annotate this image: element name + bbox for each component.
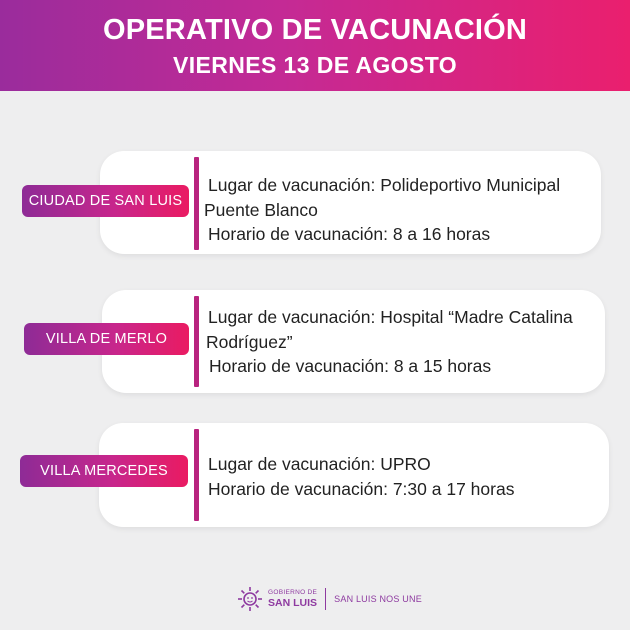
logo-wordmark: [268, 590, 317, 608]
logo-small-text: GOBIERNO DE: [268, 589, 318, 596]
place-line-1: Lugar de vacunación: Polideportivo Municipal: [208, 175, 561, 195]
footer-slogan: SAN LUIS NOS UNE: [334, 594, 422, 604]
card-accent-bar: [194, 157, 199, 250]
header-banner: [0, 0, 630, 91]
footer-brand: [237, 584, 422, 614]
city-label-mercedes: VILLA MERCEDES: [20, 455, 188, 487]
footer-divider: [325, 588, 326, 610]
card-accent-bar: [194, 296, 199, 387]
city-label-merlo: VILLA DE MERLO: [24, 323, 189, 355]
schedule-line: Horario de vacunación: 7:30 a 17 horas: [208, 479, 515, 499]
logo-big-text: SAN LUIS: [268, 596, 318, 609]
card-accent-bar: [194, 429, 199, 521]
city-label-san-luis: CIUDAD DE SAN LUIS: [22, 185, 189, 217]
page-subtitle: VIERNES 13 DE AGOSTO: [172, 52, 458, 78]
place-line-1: Lugar de vacunación: UPRO: [208, 454, 431, 474]
place-line-2: Rodríguez”: [206, 332, 293, 352]
schedule-line: Horario de vacunación: 8 a 16 horas: [208, 224, 491, 244]
page-title: OPERATIVO DE VACUNACIÓN: [102, 14, 528, 46]
schedule-line: Horario de vacunación: 8 a 15 horas: [209, 356, 492, 376]
place-line-1: Lugar de vacunación: Hospital “Madre Catalina: [208, 307, 573, 327]
sun-emblem-icon: [237, 586, 263, 612]
place-line-2: Puente Blanco: [204, 200, 318, 220]
